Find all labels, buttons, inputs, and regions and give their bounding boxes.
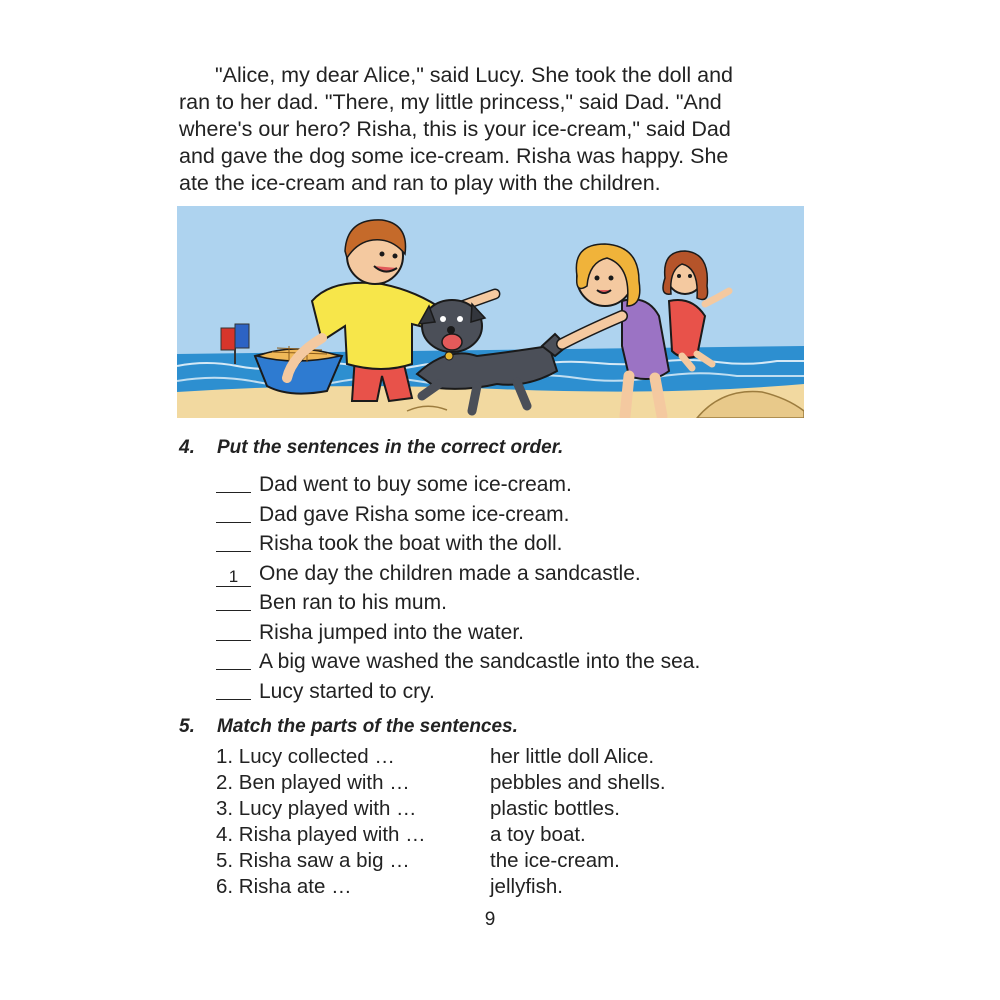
sentence-start: 1. Lucy collected … xyxy=(216,745,395,768)
sentence-end: her little doll Alice. xyxy=(490,745,655,768)
sentence-start: 3. Lucy played with … xyxy=(216,797,417,820)
list-item xyxy=(216,529,700,559)
task-5-heading xyxy=(179,716,518,738)
list-item xyxy=(216,647,700,677)
sentence-text: One day the children made a sandcastle. xyxy=(259,561,641,585)
story-line: ran to her dad. "There, my little princess," said Dad. "And xyxy=(179,90,722,114)
list-item xyxy=(216,677,700,707)
answer-blank[interactable] xyxy=(216,531,251,552)
task-number: 4. xyxy=(179,437,195,458)
sentence-text: Dad went to buy some ice-cream. xyxy=(259,473,572,496)
sentence-start: 4. Risha played with … xyxy=(216,823,426,846)
sentence-start: 2. Ben played with … xyxy=(216,771,410,794)
ordering-list xyxy=(216,470,700,706)
answer-blank[interactable] xyxy=(216,590,251,611)
page-number: 9 xyxy=(484,909,496,930)
sentence-end: jellyfish. xyxy=(490,875,563,898)
task-instruction: Match the parts of the sentences. xyxy=(217,716,518,737)
sentence-text: Ben ran to his mum. xyxy=(259,591,447,614)
story-line: ate the ice-cream and ran to play with the children. xyxy=(179,171,661,195)
answer-blank[interactable] xyxy=(216,472,251,493)
sentence-text: Lucy started to cry. xyxy=(259,679,435,703)
story-line: "Alice, my dear Alice," said Lucy. She took the doll and xyxy=(215,63,734,87)
sentence-text: Dad gave Risha some ice-cream. xyxy=(259,502,570,526)
answer-blank[interactable] xyxy=(216,502,251,523)
beach-illustration xyxy=(177,206,804,418)
answer-blank[interactable] xyxy=(216,679,251,700)
sentence-text: Risha jumped into the water. xyxy=(259,620,524,644)
sentence-end: a toy boat. xyxy=(490,823,586,846)
story-line: where's our hero? Risha, this is your ice-cream," said Dad xyxy=(179,117,731,141)
sentence-text: A big wave washed the sandcastle into the sea. xyxy=(259,650,701,673)
task-number: 5. xyxy=(179,716,195,737)
list-item xyxy=(216,500,700,530)
sentence-end: pebbles and shells. xyxy=(490,771,666,794)
task-4-heading xyxy=(179,437,563,459)
task-instruction: Put the sentences in the correct order. xyxy=(217,437,564,458)
list-item xyxy=(216,618,700,648)
sentence-text: Risha took the boat with the doll. xyxy=(259,532,563,555)
sentence-start: 6. Risha ate … xyxy=(216,875,352,898)
answer-blank[interactable] xyxy=(216,649,251,670)
list-item xyxy=(216,588,700,618)
list-item xyxy=(216,559,700,589)
story-paragraph xyxy=(179,62,809,197)
list-item xyxy=(216,470,700,500)
sentence-end: the ice-cream. xyxy=(490,849,620,872)
sentence-end: plastic bottles. xyxy=(490,797,620,820)
sentence-start: 5. Risha saw a big … xyxy=(216,849,410,872)
answer-blank[interactable] xyxy=(216,620,251,641)
answer-blank[interactable]: 1 xyxy=(216,566,251,587)
story-line: and gave the dog some ice-cream. Risha was happy. She xyxy=(179,144,729,168)
